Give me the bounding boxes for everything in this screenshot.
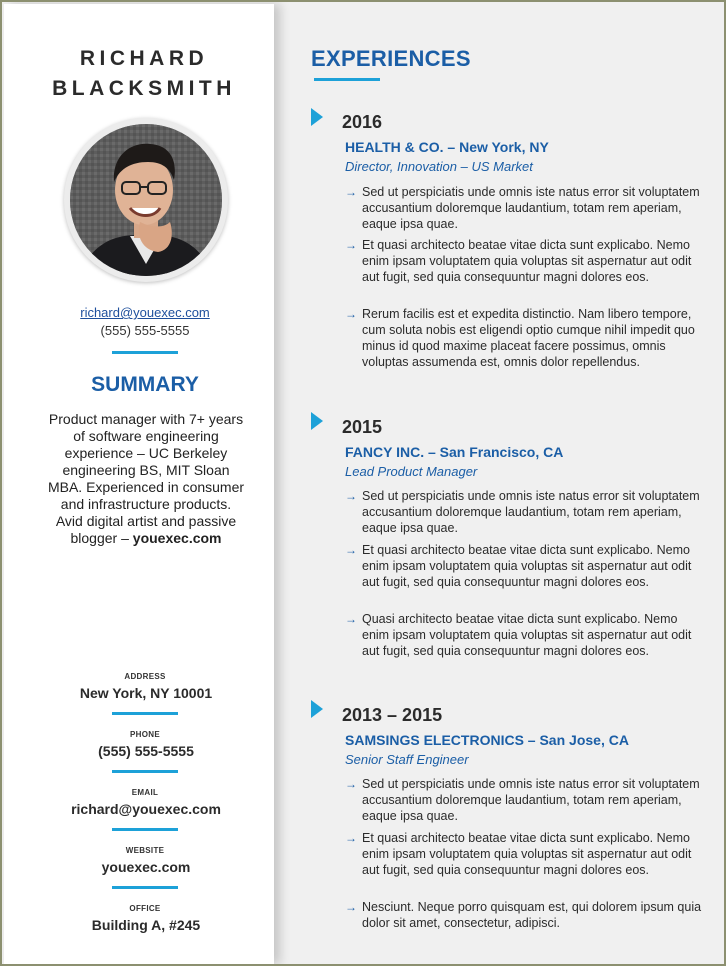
website-label: WEBSITE [125, 846, 165, 855]
arrow-right-icon: → [345, 831, 357, 845]
email-link[interactable]: richard@youexec.com [80, 305, 210, 320]
office-label: OFFICE [129, 904, 161, 913]
divider [112, 770, 178, 773]
divider [112, 712, 178, 715]
experience-year: 2015 [342, 417, 383, 437]
experience-bullet: → Sed ut perspiciatis unde omnis iste natus error sit voluptatem accusantium doloremque laudantium, totam rem aperiam, eaque ipsa quae. [345, 185, 700, 231]
experience-bullet: → Et quasi architecto beatae vitae dicta sunt explicabo. Nemo enim ipsam voluptatem quia voluptas sit aspernatur aut odit aut fugit, sed quia consequuntur magni dolores eos. [345, 238, 692, 284]
experience-year: 2016 [342, 112, 383, 132]
experience-bullet: → Sed ut perspiciatis unde omnis iste natus error sit voluptatem accusantium doloremque laudantium, totam rem aperiam, eaque ipsa quae. [345, 777, 700, 823]
arrow-right-icon: → [345, 307, 357, 321]
experience-company: SAMSINGS ELECTRONICS – San Jose, CA [345, 732, 629, 748]
first-name: RICHARD [79, 47, 209, 70]
arrow-right-icon: → [345, 900, 357, 914]
arrow-right-icon: → [345, 777, 357, 791]
profile-photo-frame [64, 118, 228, 282]
arrow-right-icon: → [345, 185, 357, 199]
experience-bullet: → Rerum facilis est et expedita distinctio. Nam libero tempore, cum soluta nobis est eligendi optio cumque nihil impedit quo minus id quod maxime placeat facere possimus, omnis voluptas assumenda est, omnis dolor repellendus. [345, 307, 695, 369]
summary-site: youexec.com [132, 530, 222, 546]
experience-role: Lead Product Manager [345, 464, 478, 479]
address-value: New York, NY 10001 [79, 685, 213, 701]
experience-bullet: → Nesciunt. Neque porro quisquam est, qui dolorem ipsum quia dolor sit amet, consectetur, adipisci. [345, 900, 702, 930]
triangle-right-icon [311, 412, 323, 430]
experience-bullet: → Quasi architecto beatae vitae dicta sunt explicabo. Nemo enim ipsam voluptatem quia voluptas sit aspernatur aut odit aut fugit, sed quia consequuntur magni dolores eos. [345, 612, 692, 658]
avatar [70, 124, 222, 276]
divider [112, 351, 178, 354]
experience-year: 2013 – 2015 [342, 705, 443, 725]
arrow-right-icon: → [345, 489, 357, 503]
phone-number: (555) 555-5555 [100, 323, 190, 338]
office-value: Building A, #245 [91, 917, 201, 933]
divider [112, 886, 178, 889]
triangle-right-icon [311, 108, 323, 126]
phone-value: (555) 555-5555 [98, 743, 194, 759]
last-name: BLACKSMITH [52, 77, 236, 100]
experience-role: Director, Innovation – US Market [345, 159, 533, 174]
email-label: EMAIL [131, 788, 159, 797]
triangle-right-icon [311, 700, 323, 718]
address-label: ADDRESS [124, 672, 166, 681]
experience-bullet: → Et quasi architecto beatae vitae dicta sunt explicabo. Nemo enim ipsam voluptatem quia voluptas sit aspernatur aut odit aut fugit, sed quia consequuntur magni dolores eos. [345, 543, 692, 589]
profile-photo [70, 124, 222, 276]
summary-text [46, 411, 246, 547]
email-value: richard@youexec.com [71, 801, 221, 817]
arrow-right-icon: → [345, 543, 357, 557]
arrow-right-icon: → [345, 612, 357, 626]
phone-label: PHONE [130, 730, 160, 739]
experience-bullet: → Sed ut perspiciatis unde omnis iste natus error sit voluptatem accusantium doloremque laudantium, totam rem aperiam, eaque ipsa quae. [345, 489, 700, 535]
experience-company: HEALTH & CO. – New York, NY [345, 139, 549, 155]
experience-role: Senior Staff Engineer [345, 752, 469, 767]
sidebar [4, 4, 274, 964]
divider [112, 828, 178, 831]
divider [314, 78, 380, 81]
summary-body: Product manager with 7+ years of software engineering experience – UC Berkeley engineering BS, MIT Sloan MBA. Experienced in consumer and infrastructure products. Avid digital artist and passive blogger – [47, 411, 245, 546]
arrow-right-icon: → [345, 238, 357, 252]
experience-bullet: → Et quasi architecto beatae vitae dicta sunt explicabo. Nemo enim ipsam voluptatem quia voluptas sit aspernatur aut odit aut fugit, sed quia consequuntur magni dolores eos. [345, 831, 692, 877]
summary-heading: SUMMARY [91, 373, 199, 396]
website-value: youexec.com [101, 859, 191, 875]
experience-company: FANCY INC. – San Francisco, CA [345, 444, 564, 460]
experiences-heading: EXPERIENCES [311, 46, 471, 71]
